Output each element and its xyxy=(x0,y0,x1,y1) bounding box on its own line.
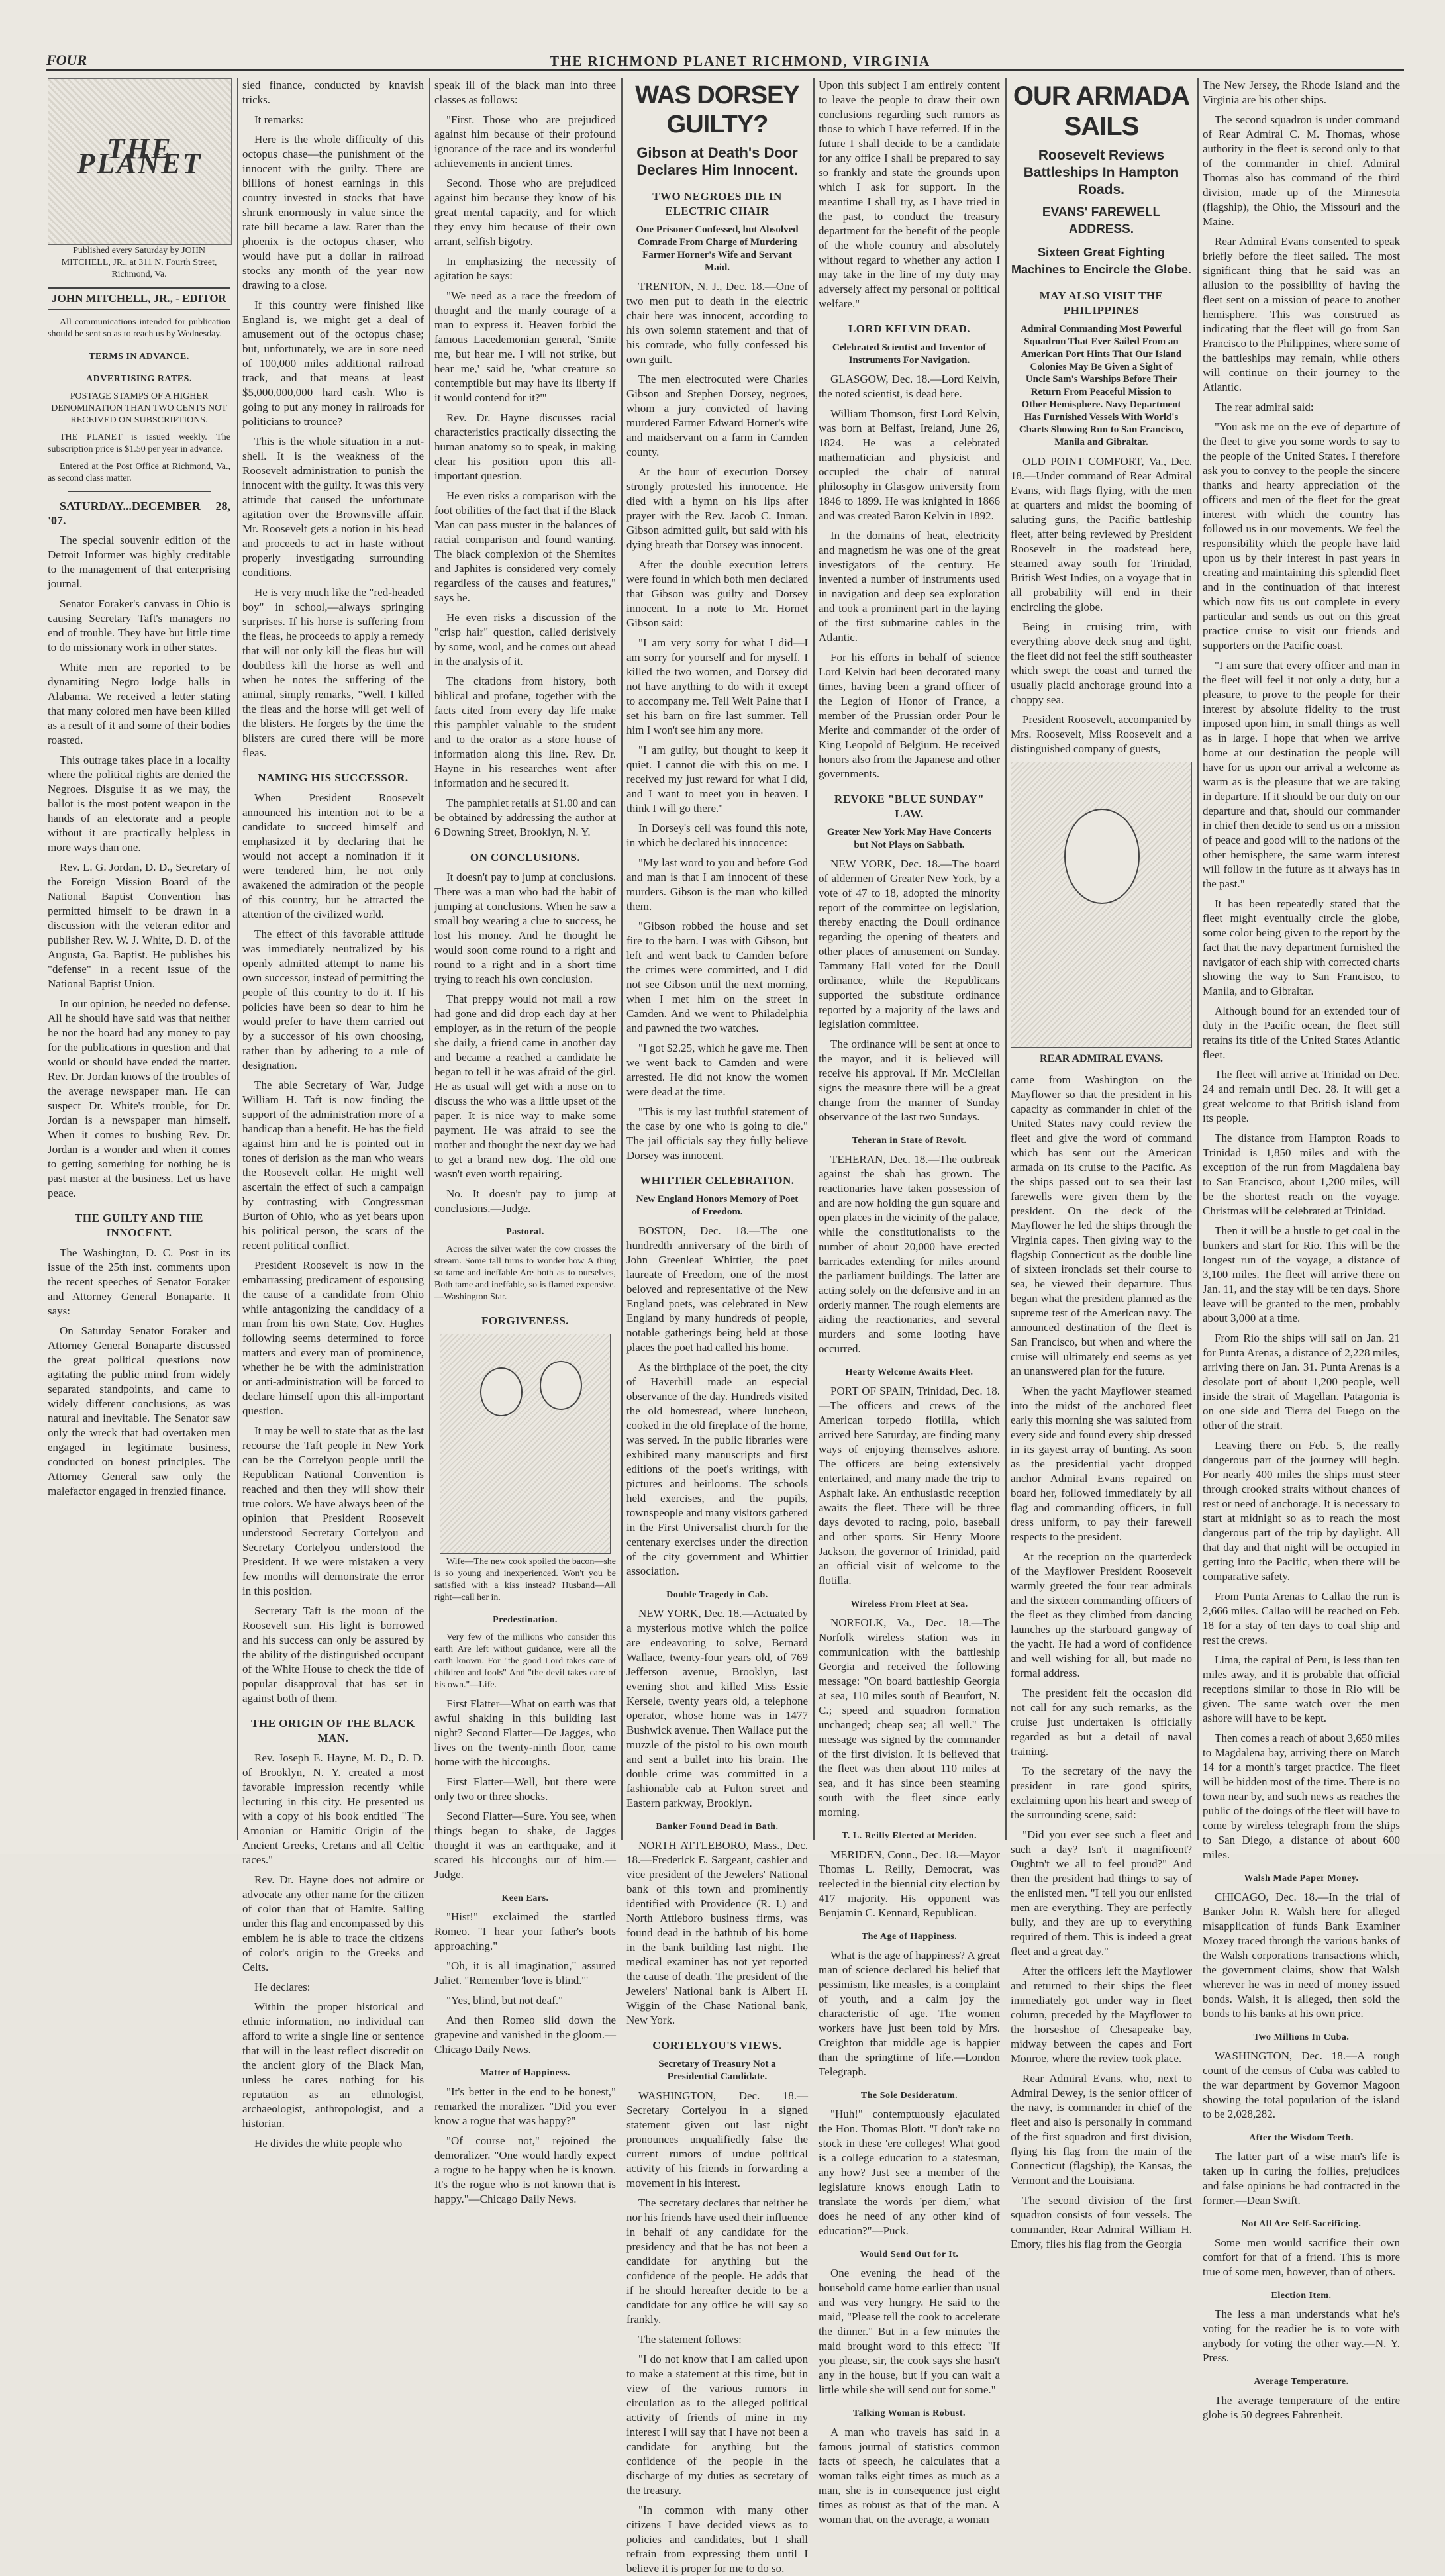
contrib-note: All communications intended for publication should be sent so as to reach us by Wednesday. xyxy=(48,317,230,339)
paragraph: "I do not know that I am called upon to make a statement at this time, but in view of the various rumors in circulation as to the alleged political activity of friends of mine in my interest I will say that I have not been a candidate for anything but the confidence of the people in the discharge of my duties as secretary of the treasury. xyxy=(626,2353,808,2497)
paragraph: He declares: xyxy=(254,1981,311,1993)
paragraph: Within the proper historical and ethnic information, no individual can afford to write a single line or sentence that will in the least reflect discredit on the ancient glory of the Black Man, unless he cares nothing for his reputation as an ethnologist, archaeologist, anthropologist, and a historian. xyxy=(242,2001,424,2130)
section-heading: Would Send Out for It. xyxy=(860,2250,959,2259)
column-rule xyxy=(1005,78,1007,1840)
section-heading: FORGIVENESS. xyxy=(481,1314,570,1327)
column-7 xyxy=(1203,78,1400,2421)
masthead xyxy=(46,52,1404,71)
paragraph: Although bound for an extended tour of duty in the Pacific ocean, the fleet still retains its title of the United States Atlantic fleet. xyxy=(1203,1005,1400,1061)
paragraph: "Hist!" exclaimed the startled Romeo. "I hear your father's boots approaching." xyxy=(434,1910,616,1952)
paragraph: Upon this subject I am entirely content to leave the people to draw their own conclusions regarding such rumors as those to which I have referred. If in the future I shall decide to be a candidate for any office I shall be prepared to say so frankly and state the grounds upon which I ask for support. In the meantime I shall try, as I have tried in the past, to conduct the treasury department for the benefit of the people of the whole country and absolutely without regard to whether any action I may take in the line of my duty may adversely affect my personal or political welfare." xyxy=(819,79,1000,310)
paragraph: And then Romeo slid down the grapevine and vanished in the gloom.—Chicago Daily News. xyxy=(434,2014,616,2056)
paragraph: came from Washington on the Mayflower so that the president in his capacity as commander in chief of the United States navy could review the fleet and give the word of command which has sent out the American armada on its cruise to the Pacific. As the ships passed out to sea their last farewells were given them by the president. On the deck of the Mayflower he led the ships through the Virginia capes. Then giving way to the flagship Connecticut as the double line of sixteen ironclads set their course to sea, he viewed their departure. Thus began what the president planned as the supreme test of the American navy. The announced destination of the fleet is San Francisco, but when and where the cruise will ultimately end seems as yet an unanswered plan for the future. xyxy=(1011,1073,1192,1377)
paragraph: "We need as a race the freedom of thought and the manly courage of a man to express it. Heaven forbid the famous Lacedemonian general, 'Smite me, but hear me. I will not strike, but hear me,' said he, 'what creature so contemptible but may have its liberty if it would contend for it?'" xyxy=(434,289,616,404)
subheadline: MAY ALSO VISIT THE PHILIPPINES xyxy=(1039,289,1164,317)
editor-line: JOHN MITCHELL, JR., - EDITOR xyxy=(48,287,230,310)
paragraph: Being in cruising trim, with everything above deck snug and tight, the fleet did not feel the stiff southeaster which swept the coast and turned the usually placid anchorage ground into a choppy sea. xyxy=(1011,620,1192,706)
paragraph: When the yacht Mayflower steamed into the midst of the anchored fleet early this morning she was saluted from every side and found every ship dressed in its gayest array of bunting. As soon as the presidential yacht dropped anchor Admiral Evans repaired on board her, followed immediately by all flag and commanding officers, in full dress uniform, to pay their farewell respects to the president. xyxy=(1011,1385,1192,1543)
paragraph: President Roosevelt is now in the embarrassing predicament of espousing the cause of a candidate from Ohio while antagonizing the candidacy of a man from his own State, Gov. Hughes following seems determined to force matters and every man of prominence, whether he be with the administration or anti-administration will be forced to declare himself upon this all-important question. xyxy=(242,1259,424,1417)
paragraph: The less a man understands what he's voting for the readier he is to vote with anybody for voting the other way.—N. Y. Press. xyxy=(1203,2308,1400,2364)
paragraph: The men electrocuted were Charles Gibson and Stephen Dorsey, negroes, whom a jury convicted of having murdered Farmer Edward Horner's wife and maidservant on a farm in Camden county. xyxy=(626,373,808,458)
subheadline: EVANS' FAREWELL ADDRESS. xyxy=(1042,205,1161,236)
paragraph: The fleet will arrive at Trinidad on Dec. 24 and remain until Dec. 28. It will get a great welcome to that British island from its people. xyxy=(1203,1068,1400,1124)
paragraph: Rev. Dr. Hayne does not admire or advocate any other name for the citizen of color than that of Hamite. Sailing under this flag and encompassed by this emblem he is able to trace the citizens of color's origin to the Greeks and Celts. xyxy=(242,1873,424,1973)
paragraph: The rear admiral said: xyxy=(1215,401,1314,413)
paragraph: First Flatter—Well, but there were only two or three shocks. xyxy=(434,1775,616,1803)
paragraph: White men are reported to be dynamiting Negro lodge halls in Alabama. We received a letter stating that many colored men have been killed as a result of it and some of their bodies roasted. xyxy=(48,661,230,746)
poem: Very few of the millions who consider this earth Are left without guidance, were all the earth known. For "the good Lord takes care of children and fools" And "the devil takes care of his own."—Life. xyxy=(434,1632,616,1690)
section-heading: THE GUILTY AND THE INNOCENT. xyxy=(74,1212,204,1239)
paragraph: If this country were finished like England is, we might get a deal of amusement out of the octopus chase; but, unfortunately, we are in sore need of 100,000 miles additional railroad track, and that means at least $5,000,000,000 hard cash. Who is going to put any money in railroads for politicians to trounce? xyxy=(242,299,424,428)
paragraph: The Washington, D. C. Post in its issue of the 25th inst. comments upon the recent speeches of Senator Foraker and Attorney General Bonaparte. It says: xyxy=(48,1246,230,1317)
column-rule xyxy=(429,78,430,1840)
paragraph: "I am very sorry for what I did—I am sorry for yourself and for myself. I killed the two women, and Dorsey did not have anything to do with it except to accompany me. Tell Welt Paine that I set his barn on fire last summer. Tell him I won't see him any more. xyxy=(626,636,808,736)
column-2 xyxy=(242,78,424,2150)
portrait-face xyxy=(1064,809,1140,904)
headline: WAS DORSEY GUILTY? xyxy=(635,81,799,138)
paragraph: On Saturday Senator Foraker and Attorney General Bonaparte discussed the great political questions now agitating the public mind from widely separated standpoints, and came to widely different conclusions, as was natural and inevitable. The Senator saw only the wreck that had overtaken men engaged in legitimate business, conducted on honest principles. The Attorney General saw only the malefactor engaged in frenzied finance. xyxy=(48,1324,230,1497)
paragraph: At the reception on the quarterdeck of the Mayflower President Roosevelt warmly greeted the four rear admirals and the sixteen commanding officers of the fleet as they climbed from dancing launches up the starboard gangway of the yacht. He had a word of confidence and well wishing for all, but made no formal address. xyxy=(1011,1550,1192,1679)
section-heading: ON CONCLUSIONS. xyxy=(470,851,581,864)
paragraph: The second division of the first squadron consists of four vessels. The commander, Rear Admiral William H. Emory, flies his flag from the Georgia xyxy=(1011,2194,1192,2250)
paragraph: The secretary declares that neither he nor his friends have used their influence in behalf of any candidate for the presidency and that he has not been a candidate for anything but the confidence of the people. He adds that if he should hereafter decide to be a candidate for any office he will say so frankly. xyxy=(626,2197,808,2326)
paragraph: At the hour of execution Dorsey strongly protested his innocence. He died with a hymn on his lips after prayer with the Rev. Jacob C. Inman. Gibson admitted guilt, but said with his dying breath that Dorsey was innocent. xyxy=(626,466,808,551)
paragraph: The special souvenir edition of the Detroit Informer was highly creditable to the management of that enterprising journal. xyxy=(48,534,230,590)
paragraph: Leaving there on Feb. 5, the really dangerous part of the journey will begin. For nearly 400 miles the ships must steer through crooked straits without chances of rest or need of anchorage. It is necessary to start at midnight so as to reach the most dangerous part of the trip by daylight. All that day and that night will be occupied in getting into the Pacific, when there will be comparative safety. xyxy=(1203,1439,1400,1583)
paragraph: "Yes, blind, but not deaf." xyxy=(446,1994,564,2006)
paragraph: NEW YORK, Dec. 18.—The board of aldermen of Greater New York, by a vote of 47 to 18, adopted the minority report of the committee on legislation, thereby enacting the Doull ordinance regarding the opening of theaters and other places of amusement on Sunday. Tammany Hall voted for the Doull ordinance, while the Republicans supported the substitute ordinance reported by a majority of the laws and legislation committee. xyxy=(819,858,1000,1030)
paragraph: NORFOLK, Va., Dec. 18.—The Norfolk wireless station was in communication with the battleship Georgia and received the following message: "On board battleship Georgia at sea, 110 miles south of Beaufort, N. C.; speed and squadron formation unchanged; cheap sea; all well." The message was signed by the commander of the first division. It is believed that the fleet was then about 110 miles at sea, and it has since been steaming south with the fleet since early morning. xyxy=(819,1616,1000,1818)
paragraph: It may be well to state that as the last recourse the Taft people in New York can be the Cortelyou people until the Republican National Convention is reached and then they will show their true colors. We have always been of the opinion that President Roosevelt understood Secretary Cortelyou and Secretary Cortelyou understood the President. If we were mistaken a very few months will demonstrate the error in this position. xyxy=(242,1424,424,1597)
caption: Wife—The new cook spoiled the bacon—she is so young and inexperienced. Won't you be satisfied with a kiss instead? Husband—All right—call her in. xyxy=(434,1557,616,1603)
paragraph: Rear Admiral Evans, who, next to Admiral Dewey, is the senior officer of the navy, is commander in chief of the fleet and also is personally in command of the first squadron and first division, flying his flag from the main of the Connecticut (flagship), the Kansas, the Vermont and the Louisiana. xyxy=(1011,2072,1192,2187)
column-6 xyxy=(1011,78,1192,2250)
section-heading: CORTELYOU'S VIEWS. xyxy=(652,2039,782,2052)
section-heading: Talking Woman is Robust. xyxy=(853,2408,966,2418)
column-rule xyxy=(237,78,238,1840)
forgiveness-illustration xyxy=(440,1334,611,1554)
section-heading: Walsh Made Paper Money. xyxy=(1244,1873,1359,1883)
column-5 xyxy=(819,78,1000,2526)
paragraph: He even risks a discussion of the "crisp hair" question, called derisively by some, wool, and he comes out ahead in the analysis of it. xyxy=(434,611,616,668)
paragraph: For his efforts in behalf of science Lord Kelvin had been decorated many times, having been a grand officer of the Legion of Honor of France, a member of the Prussian order Pour le Merite and commander of the order of King Leopold of Belgium. He received honors also from the Japanese and other governments. xyxy=(819,651,1000,780)
paragraph: The effect of this favorable attitude was immediately neutralized by his openly admitted attempt to name his own successor, instead of permitting the people of this country to do it. If his policies have been so dear to him he would prefer to have them carried out by a successor of his own choosing, rather than by adhering to a rule of designation. xyxy=(242,928,424,1071)
paragraph: The statement follows: xyxy=(638,2333,742,2346)
paragraph: Rev. L. G. Jordan, D. D., Secretary of the Foreign Mission Board of the National Baptist Convention has permitted himself to be drawn in a discussion with the veteran editor and publisher Rev. W. J. White, D. D. of the Augusta, Ga. Baptist. He publishes his "defense" in a recent issue of the National Baptist Union. xyxy=(48,861,230,990)
paragraph: Lima, the capital of Peru, is less than ten miles away, and it is probable that official receptions similar to those in Rio will be given. The same watch over the men ashore will have to be kept. xyxy=(1203,1654,1400,1724)
section-heading: Predestination. xyxy=(493,1615,558,1625)
section-heading: WHITTIER CELEBRATION. xyxy=(640,1174,795,1187)
page-number: FOUR xyxy=(46,52,87,68)
section-heading: The Age of Happiness. xyxy=(861,1932,958,1942)
column-rule xyxy=(813,78,815,1840)
paragraph: "Oh, it is all imagination," assured Juliet. "Remember 'love is blind.'" xyxy=(434,1959,616,1987)
paragraph: speak ill of the black man into three classes as follows: xyxy=(434,79,616,106)
paragraph: TRENTON, N. J., Dec. 18.—One of two men put to death in the electric chair here was innocent, according to his own solemn statement and that of his comrade, who fully confessed his own guilt. xyxy=(626,280,808,366)
adv-head: ADVERTISING RATES. xyxy=(86,374,192,384)
section-heading: Average Temperature. xyxy=(1254,2377,1349,2387)
deck: Greater New York May Have Concerts but Not Plays on Sabbath. xyxy=(826,827,992,850)
paragraph: Rev. Dr. Hayne discusses racial characteristics practically dissecting the human anatomy so to speak, in making clear his position upon this all-important question. xyxy=(434,411,616,482)
paragraph: Then it will be a hustle to get coal in the bunkers and start for Rio. This will be the longest run of the voyage, a distance of 3,100 miles. The fleet will arrive there on Jan. 11, and the stay will be ten days. Shore leave will be granted to the men, probably about 3,000 at a time. xyxy=(1203,1224,1400,1324)
paragraph: What is the age of happiness? A great man of science declared his belief that pessimism, like measles, is a complaint of youth, and a calm joy the characteristic of age. The women workers have just been told by Mrs. Creighton that middle age is happier than the springtime of life.—London Telegraph. xyxy=(819,1949,1000,2078)
deck: Admiral Commanding Most Powerful Squadron That Ever Sailed From an American Port Hints That Our Island Colonies May Be Given a Sight of Uncle Sam's Warships Before Their Return From Peaceful Mission to Other Hemisphere. Navy Department Has Furnished Vessels With World's Charts Showing Run to San Francisco, Manila and Gibraltar. xyxy=(1019,324,1184,448)
paragraph: "I am guilty, but thought to keep it quiet. I cannot die with this on me. I received my just reward for what I did, and I want to meet you in heaven. I think I will go there." xyxy=(626,744,808,815)
paragraph: The New Jersey, the Rhode Island and the Virginia are his other ships. xyxy=(1203,79,1400,106)
section-heading: NAMING HIS SUCCESSOR. xyxy=(258,771,409,784)
paragraph: "Did you ever see such a fleet and such a day? Isn't it magnificent? Oughtn't we all to feel proud?" And then the president had things to say of the enlisted men. "I tell you our enlisted men are everything. They are perfectly bully, and they are up to everything required of them. This is indeed a great fleet and a great day." xyxy=(1011,1828,1192,1957)
paragraph: WASHINGTON, Dec. 18.—Secretary Cortelyou in a signed statement given out last night pronounces unqualifiedly false the current rumors of undue political activity of his friends in forwarding a movement in his interest. xyxy=(626,2089,808,2189)
logo-text: THE PLANET xyxy=(77,132,203,179)
deck: One Prisoner Confessed, but Absolved Comrade From Charge of Murdering Farmer Horner's Wife and Servant Maid. xyxy=(636,224,799,273)
column-1 xyxy=(48,78,230,1840)
paragraph: Second Flatter—Sure. You see, when things began to shake, de Jagges thought it was an earthquake, and it scared his hiccoughs out of him.—Judge. xyxy=(434,1810,616,1881)
section-heading: Pastoral. xyxy=(506,1227,544,1237)
paragraph: "I got $2.25, which he gave me. Then we went back to Camden and were arrested. He did not know the women were dead at the time. xyxy=(626,1042,808,1098)
paragraph: In emphasizing the necessity of agitation he says: xyxy=(434,255,616,282)
paragraph: CHICAGO, Dec. 18.—In the trial of Banker John R. Walsh here for alleged misapplication of funds Bank Examiner Moxey traced through the various banks of the Walsh corporations transactions which, the government claims, show that Walsh wherever he was in need of money issued bonds. Walsh, it is alleged, then sold the bonds to his banks at his own price. xyxy=(1203,1891,1400,2020)
paragraph: The distance from Hampton Roads to Trinidad is 1,850 miles and with the exception of the run from Magdalena bay to San Francisco, about 1,200 miles, will be the shortest reach on the voyage. Christmas will be celebrated at Trinidad. xyxy=(1203,1132,1400,1217)
entered-note: Entered at the Post Office at Richmond, Va., as second class matter. xyxy=(48,462,230,483)
paragraph: PORT OF SPAIN, Trinidad, Dec. 18.—The officers and crews of the American torpedo flotilla, which arrived here Saturday, are finding many ways of enjoying themselves ashore. The officers are being extensively entertained, and many made the trip to Asphalt lake. An enthusiastic reception awaits the fleet. There will be three days devoted to racing, polo, baseball and other sports. Sir Henry Moore Jackson, the governor of Trinidad, paid an official visit of welcome to the flotilla. xyxy=(819,1385,1000,1587)
deck: Celebrated Scientist and Inventor of Instruments For Navigation. xyxy=(832,342,987,366)
paragraph: BOSTON, Dec. 18.—The one hundredth anniversary of the birth of John Greenleaf Whittier, the poet laureate of Freedom, one of the most beloved and representative of the New England poets, was celebrated in New England by many hundreds of people, notable gatherings being held at those places the poet had called his home. xyxy=(626,1224,808,1354)
paragraph: Rev. Joseph E. Hayne, M. D., D. D. of Brooklyn, N. Y. created a most favorable impression recently while lecturing in this city. He presented us with a copy of his book entitled "The Amonian or Hamitic Origin of the Ancient Greeks, Cretans and all Celtic races." xyxy=(242,1752,424,1866)
paragraph: The second squadron is under command of Rear Admiral C. M. Thomas, whose authority in the fleet is second only to that of the commander in chief. Admiral Thomas also has command of the third division, made up of the Minnesota (flagship), the Ohio, the Missouri and the Maine. xyxy=(1203,113,1400,228)
section-heading: Two Millions In Cuba. xyxy=(1253,2032,1350,2042)
section-heading: Hearty Welcome Awaits Fleet. xyxy=(845,1367,973,1377)
paragraph: The able Secretary of War, Judge William H. Taft is now finding the support of the administration more of a handicap than a benefit. He has the field against him and he is pointed out in tones of derision as the man who wears the Roosevelt collar. He might well ascertain the effect of such a campaign by contrasting with Congressman Burton of Ohio, who as yet bears upon his political person, the scars of the recent political conflict. xyxy=(242,1079,424,1252)
subheadline: TWO NEGROES DIE IN ELECTRIC CHAIR xyxy=(652,190,782,217)
section-heading: Matter of Happiness. xyxy=(479,2068,571,2078)
paragraph: sied finance, conducted by knavish tricks. xyxy=(242,79,424,106)
paragraph: He is very much like the "red-headed boy" in school,—always springing surprises. If his horse is suffering from the fleas, he proceeds to apply a remedy that will not only kill the fleas but will doubtless kill the horse as well and when he notes the suffering of the animal, simply remarks, "Well, I killed the fleas and the horse will get well of the blisters. He forgets by the time the blisters are cured there will be more fleas. xyxy=(242,586,424,759)
terms-head: TERMS IN ADVANCE. xyxy=(89,352,189,362)
paper-title: THE RICHMOND PLANET RICHMOND, VIRGINIA xyxy=(550,53,931,69)
paragraph: WASHINGTON, Dec. 18.—A rough count of the census of Cuba was cabled to the war department by Governor Magoon showing the total population of the island to be 2,028,282. xyxy=(1203,2050,1400,2120)
paragraph: "It's better in the end to be honest," remarked the moralizer. "Did you ever know a rogue that was happy?" xyxy=(434,2085,616,2127)
paragraph: Second. Those who are prejudiced against him because they know of his great mental capacity, and for which they envy him because of their own arrant, selfish bigotry. xyxy=(434,177,616,248)
paragraph: Then comes a reach of about 3,650 miles to Magdalena bay, arriving there on March 14 for a month's target practice. The fleet will be hidden most of the time. There is no town near by, and such news as reaches the public of the doings of the fleet will have to come by wireless telegraph from the ships to San Diego, a distance of about 600 miles. xyxy=(1203,1732,1400,1861)
section-heading: Double Tragedy in Cab. xyxy=(666,1590,768,1600)
section-heading: Not All Are Self-Sacrificing. xyxy=(1241,2219,1362,2229)
paragraph: Senator Foraker's canvass in Ohio is causing Secretary Taft's managers no end of trouble. They have but little time to do missionary work in other states. xyxy=(48,597,230,654)
paragraph: TEHERAN, Dec. 18.—The outbreak against the shah has grown. The reactionaries have taken possession of and are now holding the gun square and open places in the vicinity of the palace, while the constitutionalists to the number of about 20,000 have erected barricades extending for miles around the parliament buildings. The latter are acting solely on the defensive and in an orderly manner. The rough elements are aiding the reactionaries, and several murders and some looting have occurred. xyxy=(819,1153,1000,1355)
section-heading: REVOKE "BLUE SUNDAY" LAW. xyxy=(834,793,985,820)
paragraph: That preppy would not mail a row had gone and did drop each day at her employer, as in the return of the people she daily, a friend came in another day and became a reached a candidate he began to tell it he was afraid of the girl. He as usual will get with a nose on to discuss the who was a little upset of the paper. It is nice way to make some payment. He was afraid to see the mother and thought the next day we had to get a brand new dog. The old one wasn't even worth repairing. xyxy=(434,993,616,1180)
paragraph: Secretary Taft is the moon of the Roosevelt sun. His light is borrowed and his success can only be assured by the ability of the distinguished occupant of the White House to check the tide of popular disapproval that has set in against both of them. xyxy=(242,1605,424,1705)
paragraph: "Huh!" contemptuously ejaculated the Hon. Thomas Blott. "I don't take no stock in these 'ere colleges! What good is a college education to a statesman, any how? Just see a member of the legislature knows enough Latin to translate the words 'per diem,' what does he need of any other kind of education?"—Puck. xyxy=(819,2108,1000,2237)
paragraph: It doesn't pay to jump at conclusions. There was a man who had the habit of jumping at conclusions. When he saw a small boy wearing a clue to success, he lost his money. And he thought he would soon come round to a right and round to a right and in a short time trying to reach his own conclusion. xyxy=(434,871,616,985)
postage-head: POSTAGE STAMPS OF A HIGHER DENOMINATION THAN TWO CENTS NOT RECEIVED ON SUBSCRIPTIONS. xyxy=(51,391,227,425)
section-heading: LORD KELVIN DEAD. xyxy=(848,322,971,335)
paragraph: The citations from history, both biblical and profane, together with the facts cited from every day life make this pamphlet valuable to the student and to the orator as a store house of information along this line. Rev. Dr. Hayne in his researches went after information and he secured it. xyxy=(434,675,616,789)
divider xyxy=(68,491,211,492)
section-heading: Election Item. xyxy=(1271,2291,1332,2301)
paragraph: When President Roosevelt announced his intention not to be a candidate to succeed himself and emphasized it by declaring that he would not accept a nomination if it were tendered him, he not only awakened the admiration of the people of this country, but he attracted the attention of the civilized world. xyxy=(242,791,424,920)
paragraph: It remarks: xyxy=(254,113,304,126)
paragraph: In the domains of heat, electricity and magnetism he was one of the great investigators of the century. He invented a number of instruments used in navigation and deep sea exploration and took a prominent part in the laying of the first submarine cables in the Atlantic. xyxy=(819,529,1000,644)
section-heading: Teheran in State of Revolt. xyxy=(852,1136,967,1146)
subheadline: Sixteen Great Fighting Machines to Encircle the Globe. xyxy=(1011,246,1192,276)
dateline: SATURDAY...DECEMBER 28, '07. xyxy=(48,499,230,527)
paragraph: "My last word to you and before God and man is that I am innocent of these murders. Gibson is the man who killed them. xyxy=(626,856,808,913)
paragraph: The president felt the occasion did not call for any such remarks, as the cruise just undertaken is officially regarded as but a detail of naval training. xyxy=(1011,1687,1192,1758)
paragraph: NEW YORK, Dec. 18.—Actuated by a mysterious motive which the police are endeavoring to solve, Bernard Wallace, twenty-four years old, of 769 Jefferson avenue, Brooklyn, last evening shot and killed Miss Essie Kersele, twenty years old, a telephone operator, whose home was in 1477 Bushwick avenue. Then Wallace put the muzzle of the pistol to his own mouth and sent a bullet into his brain. The double crime was committed in a fashionable cab at Fulton street and Eastern parkway, Brooklyn. xyxy=(626,1607,808,1809)
paragraph: NORTH ATTLEBORO, Mass., Dec. 18.—Frederick E. Sargeant, cashier and vice president of the Jewelers' National bank of this town and prominently identified with Providence (R. I.) and North Attleboro business firms, was found dead in the bathtub of his home in the bank building last night. The medical examiner has not yet reported the cause of death. The president of the Jewelers' National bank is Albert H. Wiggin of the Chase National bank, New York. xyxy=(626,1839,808,2026)
poem: Across the silver water the cow crosses the stream. Some tall turns to wonder how A thing so tame and ineffable Are both as to ourselves, Both tame and ineffable, so is flamed expensive. —Washington Star. xyxy=(434,1244,616,1302)
planet-note: THE PLANET is issued weekly. The subscription price is $1.50 per year in advance. xyxy=(48,432,230,454)
subheadline: Gibson at Death's Door Declares Him Innocent. xyxy=(636,144,798,178)
paragraph: "You ask me on the eve of departure of the fleet to give you some words to say to the people of the United States. I therefore ask you to convey to the people the sincere thanks and hearty appreciation of the officers and men of the fleet for the great interest with which the country has followed us in our movements. We feel the responsibility which the people have laid upon us by their interest in past years in creating and maintaining this splendid fleet and in the continuation of that interest which now fits us out complete in every particular and sends us out on this great practice cruise to visit our friends and supporters on the Pacific coast. xyxy=(1203,421,1400,652)
paragraph: The latter part of a wise man's life is taken up in curing the follies, prejudices and false opinions he had contracted in the former.—Dean Swift. xyxy=(1203,2150,1400,2206)
paragraph: In our opinion, he needed no defense. All he should have said was that neither he nor the board had any money to pay for the publications in question and that would or should have ended the matter. Rev. Dr. Jordan knows of the troubles of the average newspaper man. He can suspect Dr. White's trouble, for Dr. Jordan is a newspaper man himself. When it comes to bushing Rev. Dr. Jordan is a wonder and when it comes to getting something for nothing he is past master at the business. Let us have peace. xyxy=(48,997,230,1199)
paragraph: A man who travels has said in a famous journal of statistics common facts of speech, he calculates that a woman talks eight times as much as a man, she is in consequence just eight times as robust as that of the man. A woman that, on the average, a woman xyxy=(819,2426,1000,2526)
paragraph: The ordinance will be sent at once to the mayor, and it is believed will receive his approval. If Mr. McClellan signs the measure there will be a great change from the manner of Sunday observance of the last two Sundays. xyxy=(819,1038,1000,1123)
column-rule xyxy=(1197,78,1199,1840)
paragraph: This is the whole situation in a nut-shell. It is the weakness of the Roosevelt administration to punish the innocent with the guilty. It was this very attitude that caused the unfortunate agitation over the Brownsville affair. Mr. Roosevelt gets a notion in his head and proceeds to act in haste without properly investigating surrounding conditions. xyxy=(242,435,424,579)
paragraph: OLD POINT COMFORT, Va., Dec. 18.—Under command of Rear Admiral Evans, with flags flying, with the men at quarters and midst the booming of saluting guns, the Pacific battleship fleet, after being reviewed by President Roosevelt in the roadstead here, steamed away south for Trinidad, British West Indies, on a voyage that in all probability will end in their encircling the globe. xyxy=(1011,455,1192,613)
paragraph: It has been repeatedly stated that the fleet might eventually circle the globe, some color being given to the report by the fact that the navy department furnished the navigator of each ship with corrected charts showing the way to San Francisco, to Manila, and to Gibraltar. xyxy=(1203,897,1400,997)
paragraph: "In common with many other citizens I have decided views as to policies and candidates, but I shall refrain from expressing them until I believe it is proper for me to do so. xyxy=(626,2504,808,2575)
deck: Secretary of Treasury Not a Presidential Candidate. xyxy=(658,2059,776,2082)
admiral-portrait xyxy=(1011,762,1192,1048)
paragraph: He divides the white people who xyxy=(254,2137,403,2150)
paragraph: "Of course not," rejoined the demoralizer. "One would hardly expect a rogue to be happy when he is known. It's the rogue who is not known that is happy."—Chicago Daily News. xyxy=(434,2134,616,2205)
paragraph: The average temperature of the entire globe is 50 degrees Fahrenheit. xyxy=(1203,2394,1400,2421)
paragraph: No. It doesn't pay to jump at conclusions.—Judge. xyxy=(434,1187,616,1214)
paragraph: President Roosevelt, accompanied by Mrs. Roosevelt, Miss Roosevelt and a distinguished company of guests, xyxy=(1011,713,1192,755)
section-heading: THE ORIGIN OF THE BLACK MAN. xyxy=(251,1717,415,1744)
paragraph: "This is my last truthful statement of the case by one who is going to die." The jail officials say they fully believe Dorsey was innocent. xyxy=(626,1105,808,1162)
paragraph: "I am sure that every officer and man in the fleet will feel it not only a duty, but a pleasure, to prove to the people for their interest by absolute fidelity to the trust imposed upon him, in small things as well as in large. I hope that when we arrive home at our destination the people will have for us upon our arrival a welcome as warm as is the pleasure that we are taking in departure. If it should be our duty on our departure and that, should our commander in chief then decide to send us on a mission of peace and good will to the nations of the other hemisphere, the same warm interest will follow in the future as it always has in the past." xyxy=(1203,659,1400,890)
paragraph: To the secretary of the navy the president in rare good spirits, exclaiming upon his heart and sweep of the surrounding scene, said: xyxy=(1011,1765,1192,1821)
column-rule xyxy=(621,78,623,1840)
paragraph: William Thomson, first Lord Kelvin, was born at Belfast, Ireland, June 26, 1824. He was a celebrated mathematician and physicist and occupied the chair of natural philosophy in Glasgow university from 1846 to 1899. He was knighted in 1866 and was created Baron Kelvin in 1892. xyxy=(819,407,1000,522)
figure-head xyxy=(480,1367,523,1416)
section-heading: Banker Found Dead in Bath. xyxy=(656,1822,779,1832)
figure-head xyxy=(540,1361,582,1410)
column-3 xyxy=(434,78,616,2205)
paragraph: Here is the whole difficulty of this octopus chase—the punishment of the innocent with the guilty. There are billions of honest earnings in this country invested in stocks that have shrunk enormously in value since the rate bill became a law. Rarer than the phoenix is the octopus chaser, who would have put a dollar in railroad stocks any month of the year now drawing to a close. xyxy=(242,133,424,291)
paragraph: Some men would sacrifice their own comfort for that of a friend. This is more true of some men, however, than of others. xyxy=(1203,2236,1400,2278)
paragraph: He even risks a comparison with the foot obilities of the fact that if the Black Man can pass muster in the balances of racial comparison and found wanting. The black complexion of the Shemites and Japhites is considered very comely regardless of the causes and features," says he. xyxy=(434,489,616,604)
section-heading: T. L. Reilly Elected at Meriden. xyxy=(842,1831,977,1841)
paragraph: First Flatter—What on earth was that awful shaking in this building last night? Second Flatter—De Jagges, who lives on the twenty-ninth floor, came home with the hiccoughs. xyxy=(434,1697,616,1768)
paragraph: In Dorsey's cell was found this note, in which he declared his innocence: xyxy=(626,822,808,849)
portrait-caption: REAR ADMIRAL EVANS. xyxy=(1040,1053,1163,1064)
paragraph: GLASGOW, Dec. 18.—Lord Kelvin, the noted scientist, is dead here. xyxy=(819,373,1000,400)
paragraph: As the birthplace of the poet, the city of Haverhill made an especial observance of the day. Hundreds visited the old homestead, where luncheon, cooked in the old fireplace of the home, was served. In the public libraries were exhibited many manuscripts and first editions of the poet's writings, with pictures and heirlooms. The schools held exercises, and the pupils, townspeople and many visitors gathered in the First Universalist church for the centenary exercises under the direction of the city government and Whittier association. xyxy=(626,1361,808,1577)
paragraph: Rear Admiral Evans consented to speak briefly before the fleet sailed. The most significant thing that he said was an allusion to the possibility of having the fleet sent on a mission of peace to another hemisphere. This was construed as indicating that the fleet will go from San Francisco to the Philippines, where some of the battleships may remain, while others will continue on their journey to the Atlantic. xyxy=(1203,235,1400,393)
paragraph: "Gibson robbed the house and set fire to the barn. I was with Gibson, but left and went back to Camden before the crimes were committed, and I did not see Gibson until the next morning, when I met him on the street in Camden. And we went to Philadelphia and pawned the two watches. xyxy=(626,920,808,1034)
paragraph: From Punta Arenas to Callao the run is 2,666 miles. Callao will be reached on Feb. 18 for a stay of ten days to coal ship and rest the crews. xyxy=(1203,1590,1400,1646)
headline: OUR ARMADA SAILS xyxy=(1013,81,1190,141)
section-heading: After the Wisdom Teeth. xyxy=(1249,2133,1354,2143)
paragraph: The pamphlet retails at $1.00 and can be obtained by addressing the author at 6 Downing Street, Brooklyn, N. Y. xyxy=(434,797,616,838)
paragraph: "First. Those who are prejudiced against him because of their profound ignorance of the race and its wonderful achievements in ancient times. xyxy=(434,113,616,170)
section-heading: Keen Ears. xyxy=(501,1893,549,1903)
planet-logo xyxy=(48,78,232,245)
paragraph: One evening the head of the household came home earlier than usual and was very hungry. He said to the maid, "Please tell the cook to accelerate the dinner." But in a few minutes the maid brought word to this effect: "If you please, sir, the cook says she hasn't any in the house, but if you can wait a little while she will send out for some." xyxy=(819,2267,1000,2396)
paragraph: After the officers left the Mayflower and returned to their ships the fleet immediately got under way in fleet column, preceded by the Mayflower to the horseshoe of Chesapeake bay, midway between the capes and Fort Monroe, where the review took place. xyxy=(1011,1965,1192,2065)
paragraph: MERIDEN, Conn., Dec. 18.—Mayor Thomas L. Reilly, Democrat, was reelected in the biennial city election by 417 majority. His opponent was Benjamin C. Kennard, Republican. xyxy=(819,1848,1000,1919)
paragraph: From Rio the ships will sail on Jan. 21 for Punta Arenas, a distance of 2,228 miles, arriving there on Jan. 31. Punta Arenas is a desolate port of about 1,200 people, well inside the strait of Magellan. Patagonia is on one side and Tierra del Fuego on the other of the strait. xyxy=(1203,1332,1400,1432)
column-4 xyxy=(626,78,808,2575)
subheadline: Roosevelt Reviews Battleships In Hampton Roads. xyxy=(1023,148,1179,197)
paragraph: After the double execution letters were found in which both men declared that Gibson was guilty and Dorsey innocent. In a note to Mr. Hornet Gibson said: xyxy=(626,558,808,629)
publisher-note: Published every Saturday by JOHN MITCHELL, JR., at 311 N. Fourth Street, Richmond, Va. xyxy=(61,246,217,279)
section-heading: The Sole Desideratum. xyxy=(860,2091,958,2101)
deck: New England Honors Memory of Poet of Freedom. xyxy=(636,1194,799,1217)
paragraph: This outrage takes place in a locality where the political rights are denied the Negroes. Disguise it as we may, the ballot is the most potent weapon in the hands of an electorate and a people without it are practically helpless in more ways than one. xyxy=(48,754,230,854)
section-heading: Wireless From Fleet at Sea. xyxy=(850,1599,968,1609)
